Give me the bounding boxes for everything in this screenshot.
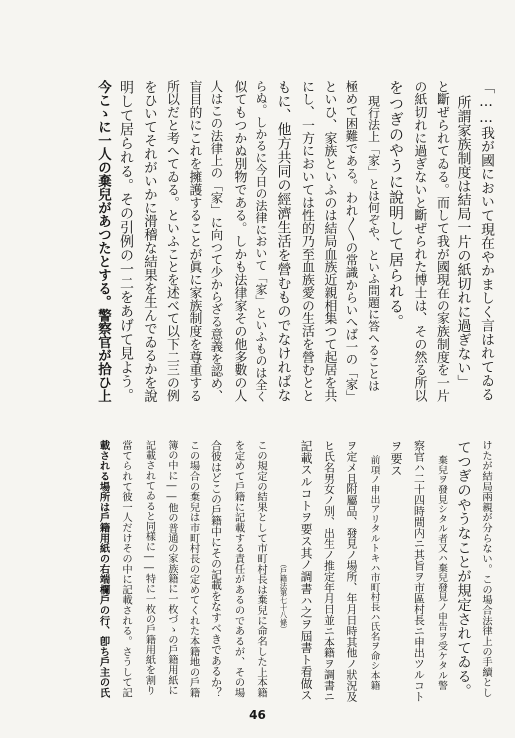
page-number: 46 <box>249 708 266 722</box>
text-column: 當てられて彼一人だけその中に記載される。さうして記 <box>120 440 132 698</box>
text-column: といひ、家族といふのは結局血族近親相集つて起居を共 <box>321 80 337 402</box>
law-quote-column: 前項ノ申出アリタルトキハ市町村長ハ氏名ヲ命シ本籍 <box>368 455 380 690</box>
law-quote-column: 記載スルコトヲ要ス其ノ調書ハ之ヲ屆書ト看做ス <box>299 440 313 702</box>
text-column: 載される場所は戶籍用紙の右端欄戶の行、卽ち戶主の氏 <box>97 440 110 698</box>
text-column: 現行法上「家」とは何ぞや、といふ問題に答へることは <box>366 95 381 392</box>
text-column: この規定の結果として市町村長は棄兒に命名した上本籍 <box>255 440 267 698</box>
text-column: らぬ。しかるに今日の法律において「家」といふものは全く <box>254 80 268 403</box>
text-column: 所以だと考へてゐる。といふことを述べて以下二三の例 <box>164 80 179 402</box>
text-column: 極めて困難である。われ〳〵の常識からいへば一の「家」 <box>344 80 359 403</box>
text-column: にし、一方においては性的乃至血族愛の生活を營むとと <box>299 80 314 402</box>
text-column: 簿の中に――他の普通の家族籍に一枚づゝの戶籍用紙に <box>166 440 177 696</box>
text-column: 盲目的にこれを擁護することが眞に家族制度を尊重する <box>186 80 202 402</box>
text-column: と斷ぜられてゐる。而して我が國現在の家族制度を一片 <box>434 80 449 402</box>
text-column: けたが結局兩親が分らない。この場合法律上の手續とし <box>480 440 492 698</box>
law-quote-column: 察官ハ二十四時間内ニ其旨ヲ市區村長ニ申出ツルコト <box>412 440 426 702</box>
text-column: をつぎのやうに說明して居られる。 <box>387 80 405 330</box>
text-column: もに、他方共同の經濟生活を營むものでなければな <box>275 80 292 402</box>
text-column: この場合の棄兒は市町村長の定めてくれた本籍地の戶籍 <box>187 440 200 698</box>
law-quote-column: ヒ氏名男女ノ別、出生ノ推定年月日並ニ本籍ヲ調書ニ <box>322 440 336 702</box>
text-column: 合彼はどこの戶籍中にその記載をなすべきであるか？ <box>210 440 223 698</box>
lower-text-block <box>27 440 497 708</box>
text-column: 所謂家族制度は結局一片の紙切れに過ぎない」 <box>455 95 472 389</box>
text-column: 記載されてゐると同樣に――特に一枚の戶籍用紙を割り <box>143 440 155 696</box>
law-quote-column: ヲ要ス <box>389 440 403 477</box>
text-column: 似てもつかぬ別物である。しかも法律家その他多數の人 <box>231 80 247 402</box>
citation-column: （戶籍法第七十八條） <box>279 560 289 634</box>
text-column: を定めて戶籍に記載する責任があるのであるが、その場 <box>232 440 245 698</box>
text-column: をひいてそれがいかに滑稽な結果を生んでゐるかを說 <box>141 80 157 403</box>
upper-text-block <box>27 80 497 415</box>
text-column: 「……我が國において現在やかましく言はれてゐる <box>478 80 494 402</box>
law-quote-column: 棄兒ヲ發見シタル者又ハ棄兒發見ノ申告ヲ受ケタル警 <box>436 455 447 690</box>
text-column: 人はこの法律上の「家」に向つて少からざる意義を認め、 <box>209 80 223 402</box>
text-column: の紙切れに過ぎないと斷ぜられた博士は、その然る所以 <box>411 80 427 402</box>
text-column: 明して居られる。その引例の一二をあげて見よう。 <box>118 80 134 402</box>
text-column: 今こゝに一人の棄兒があつたとする。警察官が拾ひ上 <box>95 80 112 403</box>
text-column: てつぎのやうなことが規定されてゐる。 <box>455 440 472 698</box>
law-quote-column: ヲ定メ且附屬品、發見ノ場所、年月日時其他ノ狀況及 <box>345 440 358 702</box>
